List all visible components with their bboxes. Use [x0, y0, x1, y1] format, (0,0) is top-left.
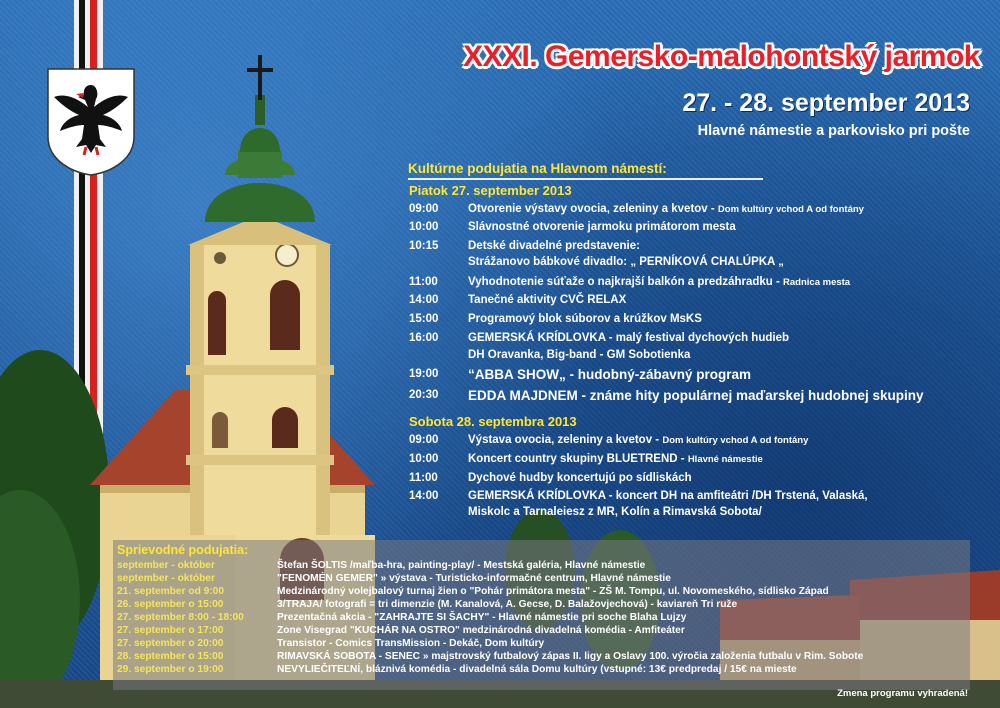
event-text: Detské divadelné predstavenie: [468, 240, 640, 252]
event-text: Vyhodnotenie súťaže o najkrajší balkón a predzáhradku - [468, 276, 784, 288]
side-event-when: 27. september o 17:00 [117, 625, 224, 636]
poster-title: XXXI. Gemersko-malohontský jarmok [462, 40, 980, 73]
side-event-what: NEVYLIEČITEĽNÍ, bláznivá komédia - divadelná sála Domu kultúry (vstupné: 13€ predpredaj / 15€ na mieste [277, 664, 797, 675]
event-time: 15:00 [409, 313, 439, 325]
side-event-when: september - október [117, 560, 215, 571]
side-event-what: "FENOMÉN GEMER" » výstava - Turisticko-informačné centrum, Hlavné námestie [277, 573, 671, 584]
side-event-when: 21. september od 9:00 [117, 586, 225, 597]
event-time: 10:00 [409, 453, 439, 465]
event-time: 14:00 [409, 294, 439, 306]
coat-of-arms-icon [46, 67, 136, 177]
event-time: 11:00 [409, 276, 438, 288]
side-event-what: Transistor - Comics TransMission - Dekáč, Dom kultúry [277, 638, 545, 649]
event-text: Výstava ovocia, zeleniny a kvetov - [468, 434, 663, 446]
event-text: Strážanovo bábkové divadlo: „ PERNÍKOVÁ CHALÚPKA „ [468, 256, 784, 268]
event-time: 19:00 [409, 368, 439, 380]
cultural-events-heading: Kultúrne podujatia na Hlavnom námestí: [408, 161, 667, 176]
event-text: Miskolc a Tarnaleiesz z MR, Kolín a Rimavská Sobota/ [468, 506, 762, 518]
event-time: 09:00 [409, 203, 439, 215]
event-time: 14:00 [409, 490, 439, 502]
event-time: 09:00 [409, 434, 439, 446]
event-time: 11:00 [409, 472, 438, 484]
event-time: 10:15 [409, 240, 439, 252]
event-text: DH Oravanka, Big-band - GM Sobotienka [468, 349, 691, 361]
side-event-what: 3/TRAJA/ fotografi = tri dimenzie (M. Kanalová, A. Gecse, D. Balažovjechová) - kaviareň Tri ruže [277, 599, 738, 610]
side-event-when: 27. september 8:00 - 18:00 [117, 612, 244, 623]
event-text: GEMERSKÁ KRÍDLOVKA - koncert DH na amfiteátri /DH Trstená, Valaská, [468, 490, 868, 502]
side-event-when: 26. september o 15:00 [117, 599, 224, 610]
event-text: Koncert country skupiny BLUETREND - [468, 453, 688, 465]
event-location: Dom kultúry vchod A od fontány [662, 435, 809, 446]
event-location: Radnica mesta [783, 277, 851, 288]
event-text: Dychové hudby koncertujú po sídliskách [468, 472, 692, 484]
event-venue: Hlavné námestie a parkovisko pri pošte [697, 123, 970, 139]
event-text: “ABBA SHOW„ - hudobný-zábavný program [468, 367, 752, 382]
side-event-when: 27. september o 20:00 [117, 638, 224, 649]
event-text: Tanečné aktivity CVČ RELAX [468, 294, 627, 306]
event-text: EDDA MAJDNEM - známe hity populárnej maďarskej hudobnej skupiny [468, 388, 924, 403]
event-location: Hlavné námestie [687, 454, 763, 465]
event-text: Programový blok súborov a krúžkov MsKS [468, 313, 702, 325]
accompanying-events-heading: Sprievodné podujatia: [117, 543, 249, 557]
side-event-when: 28. september o 15:00 [117, 651, 224, 662]
side-event-what: Štefan ŠOLTIS /maľba-hra, painting-play/ - Mestská galéria, Hlavné námestie [277, 560, 646, 571]
event-text: Slávnostné otvorenie jarmoku primátorom mesta [468, 221, 736, 233]
friday-heading: Piatok 27. september 2013 [409, 183, 572, 198]
side-event-when: 29. september o 19:00 [117, 664, 224, 675]
side-event-what: Medzinárodný volejbalový turnaj žien o "Pohár primátora mesta" - ZŠ M. Tompu, ul. Novomeského, sídlisko Západ [277, 586, 829, 597]
event-time: 10:00 [409, 221, 439, 233]
event-location: Dom kultúry vchod A od fontány [717, 204, 864, 215]
heading-underline [408, 178, 763, 180]
side-event-what: Prezentačná akcia - "ZAHRAJTE SI ŠACHY" - Hlavné námestie pri soche Blaha Lujzy [277, 612, 687, 623]
event-text: Otvorenie výstavy ovocia, zeleniny a kvetov - [468, 203, 718, 215]
event-time: 16:00 [409, 332, 439, 344]
saturday-heading: Sobota 28. septembra 2013 [409, 414, 577, 429]
program-change-note: Zmena programu vyhradená! [837, 688, 968, 699]
side-event-what: RIMAVSKÁ SOBOTA - SENEC » majstrovský futbalový zápas II. ligy a Oslavy 100. výročia založenia futbalu v Rim. Sobote [277, 651, 864, 662]
side-event-when: september - október [117, 573, 215, 584]
event-time: 20:30 [409, 389, 439, 401]
event-dates: 27. - 28. september 2013 [682, 89, 970, 117]
side-event-what: Zone Visegrad "KUCHÁR NA OSTRO" medzinárodná divadelná komédia - Amfiteáter [277, 625, 685, 636]
event-text: GEMERSKÁ KRÍDLOVKA - malý festival dychových hudieb [468, 332, 789, 344]
